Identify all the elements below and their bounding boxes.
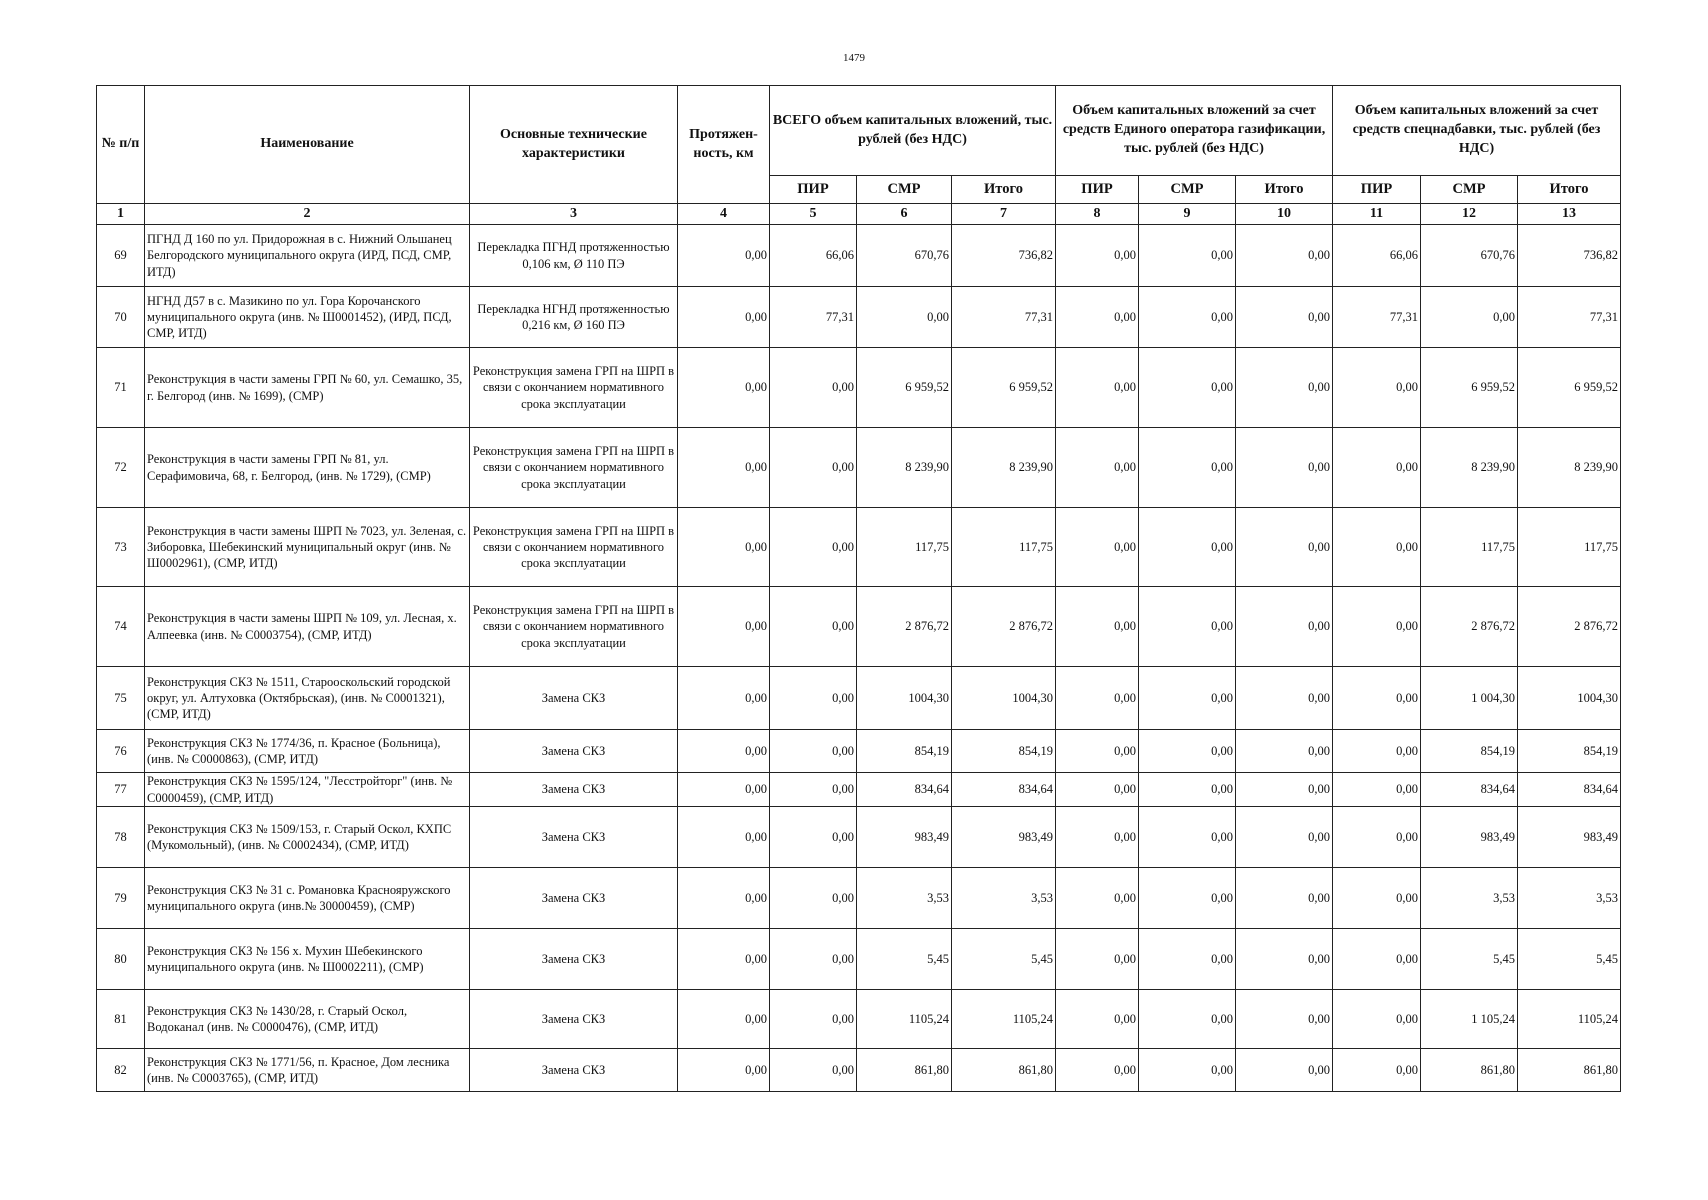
object-name: Реконструкция СКЗ № 1509/153, г. Старый Оскол, КХПС (Мукомольный), (инв. № С0002434), (СМР, ИТД) [145, 807, 470, 868]
object-name: Реконструкция СКЗ № 31 с. Романовка Краснояружского муниципального округа (инв.№ 30000459), (СМР) [145, 868, 470, 929]
special-itogo: 1004,30 [1518, 667, 1621, 730]
total-smr: 983,49 [857, 807, 952, 868]
operator-itogo: 0,00 [1236, 1049, 1333, 1092]
row-number: 76 [97, 730, 145, 773]
total-smr: 8 239,90 [857, 428, 952, 508]
tech-characteristics: Замена СКЗ [470, 1049, 678, 1092]
column-index: 2 [145, 204, 470, 225]
object-name: Реконструкция СКЗ № 1430/28, г. Старый Оскол, Водоканал (инв. № С0000476), (СМР, ИТД) [145, 990, 470, 1049]
total-itogo: 854,19 [952, 730, 1056, 773]
row-number: 73 [97, 508, 145, 587]
operator-itogo: 0,00 [1236, 225, 1333, 287]
special-smr: 854,19 [1421, 730, 1518, 773]
row-number: 80 [97, 929, 145, 990]
operator-itogo: 0,00 [1236, 667, 1333, 730]
column-index: 5 [770, 204, 857, 225]
operator-smr: 0,00 [1139, 929, 1236, 990]
total-itogo: 117,75 [952, 508, 1056, 587]
operator-pir: 0,00 [1056, 868, 1139, 929]
total-pir: 0,00 [770, 868, 857, 929]
column-index: 11 [1333, 204, 1421, 225]
total-itogo: 736,82 [952, 225, 1056, 287]
operator-pir: 0,00 [1056, 1049, 1139, 1092]
total-smr: 670,76 [857, 225, 952, 287]
tech-characteristics: Замена СКЗ [470, 730, 678, 773]
special-smr: 861,80 [1421, 1049, 1518, 1092]
header-name: Наименование [145, 86, 470, 204]
operator-smr: 0,00 [1139, 868, 1236, 929]
object-name: Реконструкция СКЗ № 156 х. Мухин Шебекинского муниципального округа (инв. № Ш0002211), (СМР) [145, 929, 470, 990]
total-itogo: 2 876,72 [952, 587, 1056, 667]
subheader-cell: СМР [1139, 176, 1236, 204]
column-index: 10 [1236, 204, 1333, 225]
table-row [97, 225, 1621, 287]
subheader-cell: СМР [1421, 176, 1518, 204]
operator-itogo: 0,00 [1236, 587, 1333, 667]
column-index: 8 [1056, 204, 1139, 225]
total-smr: 861,80 [857, 1049, 952, 1092]
row-number: 77 [97, 773, 145, 807]
object-name: Реконструкция в части замены ГРП № 60, ул. Семашко, 35, г. Белгород (инв. № 1699), (СМР) [145, 348, 470, 428]
total-smr: 117,75 [857, 508, 952, 587]
special-itogo: 834,64 [1518, 773, 1621, 807]
length-km: 0,00 [678, 730, 770, 773]
total-smr: 854,19 [857, 730, 952, 773]
object-name: Реконструкция в части замены ШРП № 109, ул. Лесная, х. Алпеевка (инв. № С0003754), (СМР, ИТД) [145, 587, 470, 667]
total-pir: 0,00 [770, 508, 857, 587]
length-km: 0,00 [678, 1049, 770, 1092]
operator-smr: 0,00 [1139, 773, 1236, 807]
header-tech: Основные технические характеристики [470, 86, 678, 204]
tech-characteristics: Замена СКЗ [470, 807, 678, 868]
total-itogo: 8 239,90 [952, 428, 1056, 508]
tech-characteristics: Замена СКЗ [470, 773, 678, 807]
operator-pir: 0,00 [1056, 773, 1139, 807]
special-pir: 77,31 [1333, 287, 1421, 348]
tech-characteristics: Замена СКЗ [470, 929, 678, 990]
row-number: 79 [97, 868, 145, 929]
total-smr: 6 959,52 [857, 348, 952, 428]
header-num: № п/п [97, 86, 145, 204]
table-row [97, 287, 1621, 348]
table-row [97, 773, 1621, 807]
length-km: 0,00 [678, 667, 770, 730]
object-name: Реконструкция в части замены ГРП № 81, ул. Серафимовича, 68, г. Белгород, (инв. № 1729), (СМР) [145, 428, 470, 508]
special-smr: 1 105,24 [1421, 990, 1518, 1049]
column-index: 12 [1421, 204, 1518, 225]
column-index: 9 [1139, 204, 1236, 225]
operator-itogo: 0,00 [1236, 990, 1333, 1049]
operator-itogo: 0,00 [1236, 773, 1333, 807]
special-pir: 0,00 [1333, 1049, 1421, 1092]
special-itogo: 3,53 [1518, 868, 1621, 929]
total-itogo: 983,49 [952, 807, 1056, 868]
total-pir: 0,00 [770, 929, 857, 990]
total-smr: 1004,30 [857, 667, 952, 730]
special-pir: 0,00 [1333, 929, 1421, 990]
object-name: Реконструкция СКЗ № 1774/36, п. Красное (Больница), (инв. № С0000863), (СМР, ИТД) [145, 730, 470, 773]
length-km: 0,00 [678, 508, 770, 587]
operator-itogo: 0,00 [1236, 807, 1333, 868]
special-itogo: 117,75 [1518, 508, 1621, 587]
total-itogo: 3,53 [952, 868, 1056, 929]
special-itogo: 736,82 [1518, 225, 1621, 287]
total-itogo: 1004,30 [952, 667, 1056, 730]
special-pir: 0,00 [1333, 508, 1421, 587]
special-smr: 0,00 [1421, 287, 1518, 348]
column-index: 13 [1518, 204, 1621, 225]
header-length: Протяжен-ность, км [678, 86, 770, 204]
row-number: 81 [97, 990, 145, 1049]
column-index: 1 [97, 204, 145, 225]
subheader-cell: ПИР [770, 176, 857, 204]
table-row [97, 587, 1621, 667]
special-smr: 834,64 [1421, 773, 1518, 807]
operator-smr: 0,00 [1139, 730, 1236, 773]
total-itogo: 834,64 [952, 773, 1056, 807]
table-row [97, 428, 1621, 508]
table-row [97, 929, 1621, 990]
subheader-cell: ПИР [1333, 176, 1421, 204]
special-smr: 3,53 [1421, 868, 1518, 929]
operator-pir: 0,00 [1056, 730, 1139, 773]
total-pir: 0,00 [770, 730, 857, 773]
special-pir: 0,00 [1333, 730, 1421, 773]
tech-characteristics: Замена СКЗ [470, 667, 678, 730]
row-number: 69 [97, 225, 145, 287]
operator-pir: 0,00 [1056, 807, 1139, 868]
total-smr: 0,00 [857, 287, 952, 348]
tech-characteristics: Замена СКЗ [470, 990, 678, 1049]
operator-smr: 0,00 [1139, 287, 1236, 348]
tech-characteristics: Замена СКЗ [470, 868, 678, 929]
special-smr: 2 876,72 [1421, 587, 1518, 667]
length-km: 0,00 [678, 348, 770, 428]
length-km: 0,00 [678, 929, 770, 990]
special-pir: 0,00 [1333, 587, 1421, 667]
length-km: 0,00 [678, 773, 770, 807]
special-itogo: 5,45 [1518, 929, 1621, 990]
special-smr: 5,45 [1421, 929, 1518, 990]
special-smr: 983,49 [1421, 807, 1518, 868]
special-pir: 0,00 [1333, 990, 1421, 1049]
column-index: 4 [678, 204, 770, 225]
special-itogo: 6 959,52 [1518, 348, 1621, 428]
operator-pir: 0,00 [1056, 348, 1139, 428]
operator-smr: 0,00 [1139, 807, 1236, 868]
operator-smr: 0,00 [1139, 1049, 1236, 1092]
subheader-cell: Итого [1236, 176, 1333, 204]
tech-characteristics: Реконструкция замена ГРП на ШРП в связи с окончанием нормативного срока эксплуатации [470, 348, 678, 428]
subheader-cell: СМР [857, 176, 952, 204]
row-number: 74 [97, 587, 145, 667]
operator-smr: 0,00 [1139, 225, 1236, 287]
table-row [97, 667, 1621, 730]
table-row [97, 1049, 1621, 1092]
object-name: НГНД Д57 в с. Мазикино по ул. Гора Корочанского муниципального округа (инв. № Ш0001452), (ИРД, ПСД, СМР, ИТД) [145, 287, 470, 348]
table-body [97, 225, 1621, 1092]
total-pir: 0,00 [770, 773, 857, 807]
table-row [97, 730, 1621, 773]
total-smr: 2 876,72 [857, 587, 952, 667]
total-pir: 0,00 [770, 428, 857, 508]
object-name: Реконструкция СКЗ № 1595/124, "Лесстройторг" (инв. № С0000459), (СМР, ИТД) [145, 773, 470, 807]
object-name: ПГНД Д 160 по ул. Придорожная в с. Нижний Ольшанец Белгородского муниципального округа (ИРД, ПСД, СМР, ИТД) [145, 225, 470, 287]
column-index: 6 [857, 204, 952, 225]
length-km: 0,00 [678, 990, 770, 1049]
length-km: 0,00 [678, 225, 770, 287]
operator-smr: 0,00 [1139, 348, 1236, 428]
length-km: 0,00 [678, 587, 770, 667]
operator-pir: 0,00 [1056, 990, 1139, 1049]
operator-itogo: 0,00 [1236, 348, 1333, 428]
operator-pir: 0,00 [1056, 225, 1139, 287]
special-pir: 0,00 [1333, 868, 1421, 929]
special-smr: 1 004,30 [1421, 667, 1518, 730]
row-number: 78 [97, 807, 145, 868]
table-row [97, 868, 1621, 929]
total-smr: 3,53 [857, 868, 952, 929]
operator-smr: 0,00 [1139, 508, 1236, 587]
total-smr: 5,45 [857, 929, 952, 990]
total-pir: 66,06 [770, 225, 857, 287]
object-name: Реконструкция СКЗ № 1771/56, п. Красное, Дом лесника (инв. № С0003765), (СМР, ИТД) [145, 1049, 470, 1092]
length-km: 0,00 [678, 287, 770, 348]
operator-smr: 0,00 [1139, 428, 1236, 508]
total-pir: 0,00 [770, 990, 857, 1049]
operator-itogo: 0,00 [1236, 428, 1333, 508]
row-number: 75 [97, 667, 145, 730]
special-itogo: 77,31 [1518, 287, 1621, 348]
special-itogo: 983,49 [1518, 807, 1621, 868]
operator-pir: 0,00 [1056, 929, 1139, 990]
length-km: 0,00 [678, 807, 770, 868]
row-number: 70 [97, 287, 145, 348]
column-index: 7 [952, 204, 1056, 225]
column-index: 3 [470, 204, 678, 225]
special-pir: 0,00 [1333, 348, 1421, 428]
special-itogo: 861,80 [1518, 1049, 1621, 1092]
total-pir: 0,00 [770, 667, 857, 730]
special-smr: 117,75 [1421, 508, 1518, 587]
length-km: 0,00 [678, 428, 770, 508]
total-smr: 1105,24 [857, 990, 952, 1049]
total-itogo: 77,31 [952, 287, 1056, 348]
tech-characteristics: Реконструкция замена ГРП на ШРП в связи с окончанием нормативного срока эксплуатации [470, 508, 678, 587]
special-itogo: 2 876,72 [1518, 587, 1621, 667]
special-pir: 0,00 [1333, 807, 1421, 868]
header-special-group: Объем капитальных вложений за счет средств спецнадбавки, тыс. рублей (без НДС) [1333, 86, 1621, 176]
operator-pir: 0,00 [1056, 667, 1139, 730]
length-km: 0,00 [678, 868, 770, 929]
operator-pir: 0,00 [1056, 508, 1139, 587]
total-itogo: 6 959,52 [952, 348, 1056, 428]
object-name: Реконструкция СКЗ № 1511, Старооскольский городской округ, ул. Алтуховка (Октябрьская), (инв. № С0001321), (СМР, ИТД) [145, 667, 470, 730]
tech-characteristics: Реконструкция замена ГРП на ШРП в связи с окончанием нормативного срока эксплуатации [470, 587, 678, 667]
tech-characteristics: Перекладка НГНД протяженностью 0,216 км, Ø 160 ПЭ [470, 287, 678, 348]
subheader-cell: Итого [952, 176, 1056, 204]
operator-smr: 0,00 [1139, 587, 1236, 667]
special-smr: 8 239,90 [1421, 428, 1518, 508]
table-row [97, 348, 1621, 428]
investment-table [96, 85, 1621, 1092]
total-pir: 77,31 [770, 287, 857, 348]
header-total-group: ВСЕГО объем капитальных вложений, тыс. рублей (без НДС) [770, 86, 1056, 176]
row-number: 82 [97, 1049, 145, 1092]
operator-pir: 0,00 [1056, 428, 1139, 508]
special-itogo: 8 239,90 [1518, 428, 1621, 508]
total-pir: 0,00 [770, 1049, 857, 1092]
special-pir: 0,00 [1333, 428, 1421, 508]
subheader-cell: Итого [1518, 176, 1621, 204]
table-row [97, 807, 1621, 868]
operator-itogo: 0,00 [1236, 287, 1333, 348]
row-number: 71 [97, 348, 145, 428]
operator-smr: 0,00 [1139, 667, 1236, 730]
table-row [97, 508, 1621, 587]
operator-itogo: 0,00 [1236, 929, 1333, 990]
tech-characteristics: Перекладка ПГНД протяженностью 0,106 км, Ø 110 ПЭ [470, 225, 678, 287]
operator-itogo: 0,00 [1236, 508, 1333, 587]
operator-itogo: 0,00 [1236, 730, 1333, 773]
special-smr: 6 959,52 [1421, 348, 1518, 428]
object-name: Реконструкция в части замены ШРП № 7023, ул. Зеленая, с. Зиборовка, Шебекинский муниципальный округ (инв. № Ш0002961), (СМР, ИТД) [145, 508, 470, 587]
total-itogo: 5,45 [952, 929, 1056, 990]
row-number: 72 [97, 428, 145, 508]
special-itogo: 1105,24 [1518, 990, 1621, 1049]
total-pir: 0,00 [770, 348, 857, 428]
special-pir: 0,00 [1333, 667, 1421, 730]
operator-smr: 0,00 [1139, 990, 1236, 1049]
special-itogo: 854,19 [1518, 730, 1621, 773]
operator-pir: 0,00 [1056, 587, 1139, 667]
total-pir: 0,00 [770, 807, 857, 868]
total-pir: 0,00 [770, 587, 857, 667]
special-pir: 66,06 [1333, 225, 1421, 287]
operator-pir: 0,00 [1056, 287, 1139, 348]
header-operator-group: Объем капитальных вложений за счет средств Единого оператора газификации, тыс. рублей (без НДС) [1056, 86, 1333, 176]
total-smr: 834,64 [857, 773, 952, 807]
total-itogo: 1105,24 [952, 990, 1056, 1049]
operator-itogo: 0,00 [1236, 868, 1333, 929]
special-smr: 670,76 [1421, 225, 1518, 287]
subheader-cell: ПИР [1056, 176, 1139, 204]
page-number: 1479 [843, 52, 865, 64]
total-itogo: 861,80 [952, 1049, 1056, 1092]
table-row [97, 990, 1621, 1049]
special-pir: 0,00 [1333, 773, 1421, 807]
tech-characteristics: Реконструкция замена ГРП на ШРП в связи с окончанием нормативного срока эксплуатации [470, 428, 678, 508]
